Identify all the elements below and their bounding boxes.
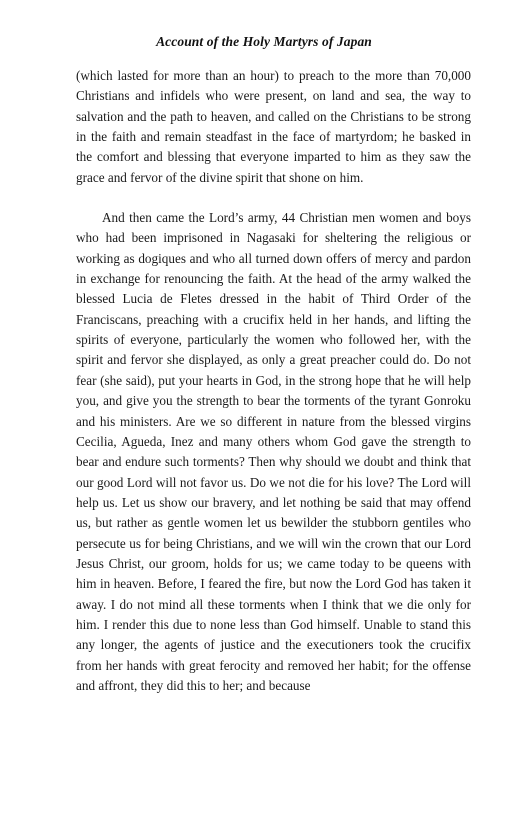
paragraph-continuation: (which lasted for more than an hour) to preach to the more than 70,000 Christians and infidels who were present, on land and sea, the way to salvation and the path to heaven, and called on the Christians to be strong in the faith and remain steadfast in the face of martyrdom; he basked in the comfort and blessing that everyone imparted to him as they saw the grace and fervor of the divine spirit that shone on him. xyxy=(76,68,471,185)
running-title: Account of the Holy Martyrs of Japan xyxy=(156,34,372,49)
paragraph-lords-army: And then came the Lord’s army, 44 Christian men women and boys who had been imprisoned in Nagasaki for sheltering the religious or working as dogiques and who all turned down offers of mercy and pardon in exchange for renouncing the faith. At the head of the army walked the blessed Lucia de Fletes dressed in the habit of Third Order of the Franciscans, preaching with a crucifix held in her hands, and lifting the spirits of everyone, particularly the women who followed her, with the spirit and fervor she displayed, as only a great preacher could do. Do not fear (she said), put your hearts in God, in the strong hope that he will help you, and give you the strength to bear the torments of the tyrant Gonroku and his ministers. Are we so different in nature from the blessed virgins Cecilia, Agueda, Inez and many others whom God gave the strength to bear and endure such torments? Then why should we doubt and think that our good Lord will not favor us. Do we not die for his love? The Lord will help us. Let us show our bravery, and let nothing be said that may offend us, but rather as gentle women let us bewilder the stubborn gentiles who persecute us for being Christians, and we will win the crown that our Lord Jesus Christ, our groom, holds for us; we came today to be queens with him in heaven. Before, I feared the fire, but now the Lord God has taken it away. I do not mind all these torments when I think that we die only for him. I render this due to none less than God himself. Unable to stand this any longer, the agents of justice and the executioners took the crucifix from her hands with great ferocity and removed her habit; for the offense and affront, they did this to her; and because xyxy=(76,210,471,693)
body-text xyxy=(76,66,471,696)
